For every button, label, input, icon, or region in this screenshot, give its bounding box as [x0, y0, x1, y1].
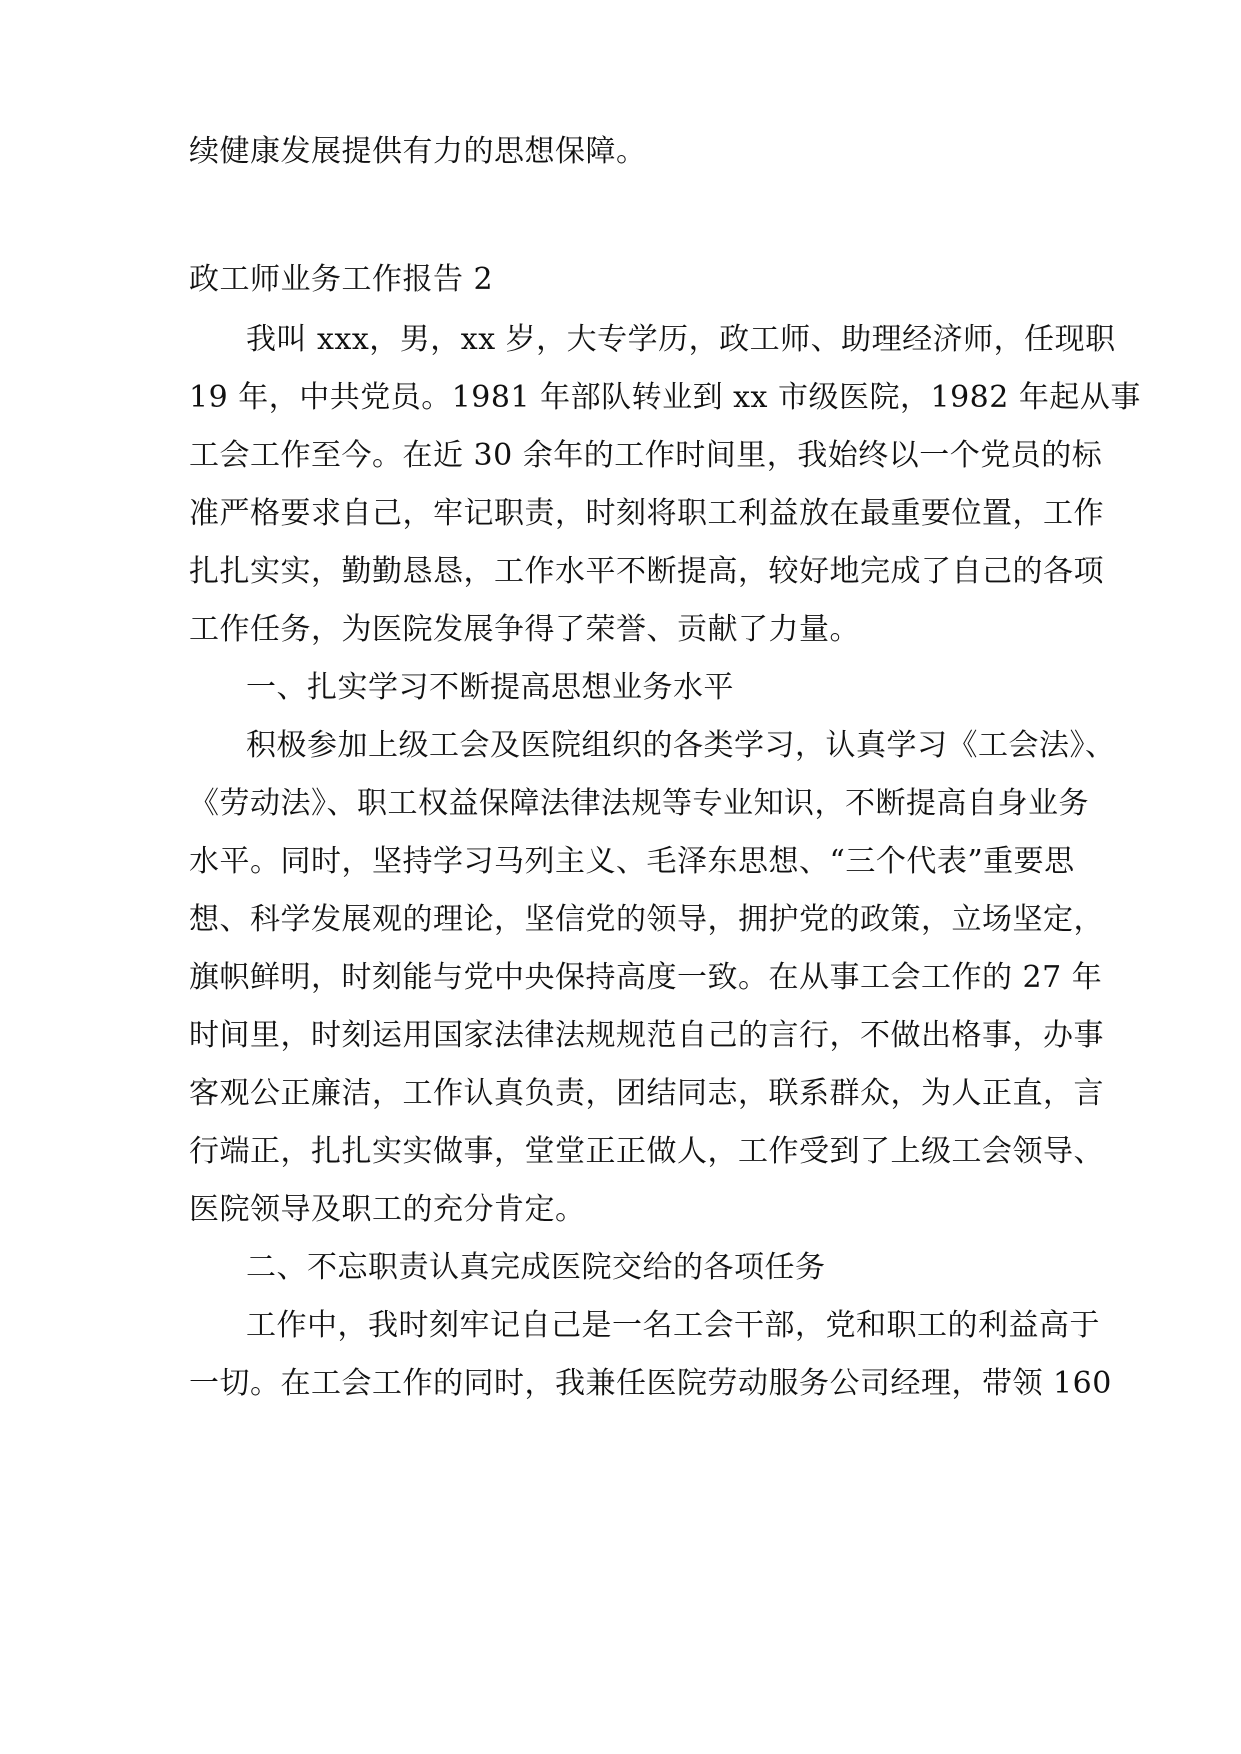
heading-1: 一、扎实学习不断提高思想业务水平	[246, 670, 734, 705]
paragraph-3-line: 工作中，我时刻牢记自己是一名工会干部，党和职工的利益高于	[246, 1308, 1100, 1343]
paragraph-1-line: 准严格要求自己，牢记职责，时刻将职工利益放在最重要位置，工作	[189, 496, 1104, 531]
paragraph-1-line: 工作任务，为医院发展争得了荣誉、贡献了力量。	[189, 612, 860, 647]
paragraph-1-line: 工会工作至今。在近 30 余年的工作时间里，我始终以一个党员的标	[189, 438, 1103, 473]
continuation-line: 续健康发展提供有力的思想保障。	[189, 134, 647, 169]
paragraph-2-line: 时间里，时刻运用国家法律法规规范自己的言行，不做出格事，办事	[189, 1018, 1104, 1053]
paragraph-2-line: 行端正，扎扎实实做事，堂堂正正做人，工作受到了上级工会领导、	[189, 1134, 1104, 1169]
paragraph-1-line: 我叫 xxx，男，xx 岁，大专学历，政工师、助理经济师，任现职	[246, 322, 1116, 357]
paragraph-2-line: 想、科学发展观的理论，坚信党的领导，拥护党的政策，立场坚定，	[189, 902, 1104, 937]
paragraph-1-line: 19 年，中共党员。1981 年部队转业到 xx 市级医院，1982 年起从事	[189, 380, 1141, 415]
paragraph-3-line: 一切。在工会工作的同时，我兼任医院劳动服务公司经理，带领 160	[189, 1366, 1112, 1401]
paragraph-2-line: 客观公正廉洁，工作认真负责，团结同志，联系群众，为人正直，言	[189, 1076, 1104, 1111]
paragraph-2-line: 医院领导及职工的充分肯定。	[189, 1192, 586, 1227]
heading-2: 二、不忘职责认真完成医院交给的各项任务	[246, 1250, 826, 1285]
paragraph-1-line: 扎扎实实，勤勤恳恳，工作水平不断提高，较好地完成了自己的各项	[189, 554, 1104, 589]
paragraph-2-line: 积极参加上级工会及医院组织的各类学习，认真学习《工会法》、	[246, 728, 1116, 763]
paragraph-2-line: 《劳动法》、职工权益保障法律法规等专业知识，不断提高自身业务	[189, 786, 1089, 821]
section-title: 政工师业务工作报告 2	[189, 262, 494, 297]
paragraph-2-line: 水平。同时，坚持学习马列主义、毛泽东思想、“三个代表”重要思	[189, 844, 1075, 879]
paragraph-2-line: 旗帜鲜明，时刻能与党中央保持高度一致。在从事工会工作的 27 年	[189, 960, 1103, 995]
